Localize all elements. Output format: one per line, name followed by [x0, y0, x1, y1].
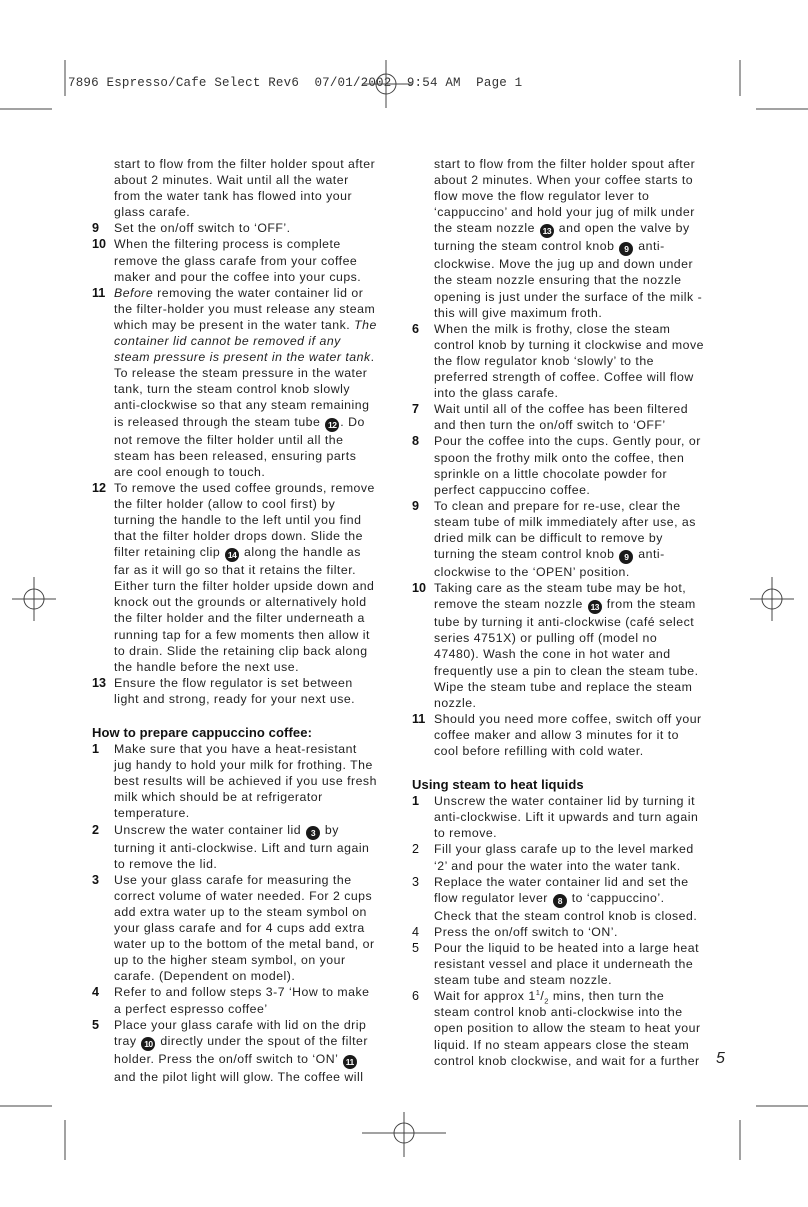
callout-3: 3 — [306, 826, 320, 840]
cappuccino-step-11: 11 Should you need more coffee, switch off your coffee maker and allow 3 minutes for it to cool before refilling with cold water. — [412, 711, 702, 758]
cappuccino-step-4: 4 Refer to and follow steps 3-7 ‘How to make a perfect espresso coffee’ — [92, 985, 370, 1016]
callout-13: 13 — [588, 600, 602, 614]
callout-14: 14 — [225, 548, 239, 562]
step-12: 12 To remove the used coffee grounds, remove the filter holder (allow to cool first) by turning the handle to the left until you find that the filter holder drops down. Slide the filter retaining clip 14 along the handle as far as it will go so that it retains the filter. Either turn the filter holder upside down and knock out the grounds or alternatively hold the filter holder and the filter underneath a running tap for a few moments then allow it to drain. Slide the retaining clip back along the handle before the next use. — [92, 480, 375, 674]
cappuccino-step-6: 6 When the milk is frothy, close the steam control knob by turning it clockwise and move the flow regulator knob ‘slowly’ to the preferred strength of coffee. Coffee will flow into the glass carafe. — [412, 321, 704, 401]
right-column — [412, 156, 704, 1069]
step-10: 10 When the filtering process is complete remove the glass carafe from your coffee maker and pour the coffee into your cups. — [92, 237, 362, 284]
cappuccino-step-3: 3 Use your glass carafe for measuring the correct volume of water needed. For 2 cups add extra water up to the steam symbol on your glass carafe and for 4 cups add extra water up to the bottom of the metal band, or up to the higher steam symbol, on your carafe. (Dependent on model). — [92, 872, 375, 984]
cappuccino-step-1: 1 Make sure that you have a heat-resistant jug handy to hold your milk for frothing. The best results will be achieved if you use fresh milk which should be at refrigerator temperature. — [92, 742, 377, 821]
cappuccino-step-2: 2 Unscrew the water container lid 3 by turning it anti-clockwise. Lift and turn again to remove the lid. — [92, 822, 370, 871]
callout-9: 9 — [619, 242, 633, 256]
page-number: 5 — [716, 1050, 725, 1067]
intro-continuation: start to flow from the filter holder spout after about 2 minutes. Wait until all the water from the water tank has flowed into your glass carafe. — [114, 157, 376, 220]
cappuccino-continuation: start to flow from the filter holder spout after about 2 minutes. When your coffee starts to flow move the flow regulator lever to ‘cappuccino’ and hold your jug of milk under the steam nozzle 13 and open the valve by turning the steam control knob 9 anti-clockwise. Move the jug up and down under the steam nozzle ensuring that the nozzle opening is just under the surface of the milk - this will give maximum froth. — [434, 157, 703, 320]
callout-13: 13 — [540, 224, 554, 238]
cappuccino-heading: How to prepare cappuccino coffee: — [92, 725, 313, 740]
cappuccino-step-8: 8 Pour the coffee into the cups. Gently pour, or spoon the frothy milk onto the coffee, then sprinkle on a little chocolate powder for perfect cappuccino coffee. — [412, 434, 701, 497]
step-9: 9 Set the on/off switch to ‘OFF’. — [92, 221, 291, 236]
steam-step-3: 3 Replace the water container lid and set the flow regulator lever 8 to ‘cappuccino’. Check that the steam control knob is closed. — [412, 874, 698, 923]
registration-mark-left — [12, 577, 56, 621]
cappuccino-step-7: 7 Wait until all of the coffee has been filtered and then turn the on/off switch to ‘OFF’ — [412, 402, 689, 433]
steam-step-1: 1 Unscrew the water container lid by turning it anti-clockwise. Lift it upwards and turn again to remove. — [412, 794, 699, 841]
callout-8: 8 — [553, 894, 567, 908]
callout-10: 10 — [141, 1037, 155, 1051]
steam-step-5: 5 Pour the liquid to be heated into a large heat resistant vessel and place it underneath the steam tube and steam nozzle. — [412, 940, 700, 988]
cappuccino-step-9: 9 To clean and prepare for re-use, clear the steam tube of milk immediately after use, as dried milk can be difficult to remove by turning the steam control knob 9 anti-clockwise to the ‘OPEN’ position. — [412, 498, 696, 580]
cappuccino-step-5: 5 Place your glass carafe with lid on the drip tray 10 directly under the spout of the filter holder. Press the on/off switch to ‘ON’ 11 and the pilot light will glow. The coffee will — [92, 1017, 368, 1084]
steam-step-4: 4 Press the on/off switch to ‘ON’. — [412, 924, 618, 939]
registration-mark-right — [750, 577, 794, 621]
steam-heading: Using steam to heat liquids — [412, 777, 584, 793]
printer-slug: 7896 Espresso/Cafe Select Rev6 07/01/2002 9:54 AM Page 1 — [68, 76, 523, 90]
registration-mark-bottom — [362, 1112, 446, 1157]
callout-9: 9 — [619, 550, 633, 564]
cappuccino-step-10: 10 Taking care as the steam tube may be hot, remove the steam nozzle 13 from the steam tube by turning it anti-clockwise (café select series 4751X) or pulling off (model no 47480). Wash the cone in hot water and frequently use a pin to clean the steam tube. Wipe the steam tube and replace the steam nozzle. — [412, 581, 699, 710]
step-11: 11 Before removing the water container lid or the filter-holder you must release any steam which may be present in the water tank. The container lid cannot be removed if any steam pressure is present in the water tank. To release the steam pressure in the water tank, turn the steam control knob slowly anti-clockwise so that any steam remaining is released through the steam tube 12 . Do not remove the filter holder until all the steam has been released, ensuring parts are cool enough to touch. — [92, 285, 377, 479]
step-13: 13 Ensure the flow regulator is set between light and strong, ready for your next use. — [92, 675, 356, 706]
steam-step-6: 6 Wait for approx $1^1/_2$ mins, then turn the steam control knob anti-clockwise into the open position to allow the steam to heat your liquid. If no steam appears close the steam control knob clockwise, and wait for a further — [412, 988, 701, 1068]
steam-step-2: 2 Fill your glass carafe up to the level marked ‘2’ and pour the water into the water tank. — [412, 842, 694, 873]
callout-11: 11 — [343, 1055, 357, 1069]
callout-12: 12 — [325, 418, 339, 432]
left-column — [92, 156, 377, 1085]
